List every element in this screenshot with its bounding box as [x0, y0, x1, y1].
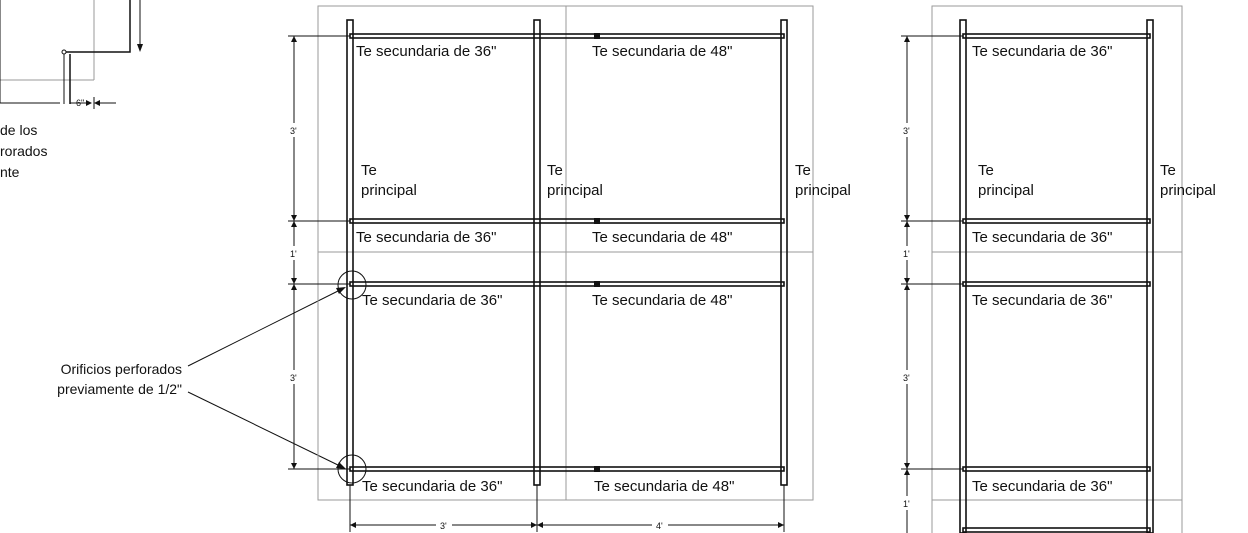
plan-b-main-tee-1 [960, 20, 966, 533]
dim-arrow [904, 278, 910, 284]
plan-b-cross-tee-row-3 [963, 282, 1150, 286]
dim-arrow [904, 36, 910, 42]
plan-a-cross-tee-label-4-left: Te secundaria de 36" [362, 478, 503, 495]
plan-b-dim-3ft-bottom: 3' [903, 373, 910, 383]
detail-arrow-head [137, 44, 143, 52]
plan-a-cross-tee-row-1 [350, 33, 784, 39]
detail-note-line-1: de los [0, 122, 38, 138]
callout-line-1: Orificios perforados [60, 361, 182, 377]
splice-clip [594, 281, 600, 287]
plan-b-main-tee-label-2-line-2: principal [1160, 182, 1216, 199]
plan-a-main-tee-label-1-line-2: principal [361, 182, 417, 199]
plan-a-dim-3ft-width: 3' [440, 521, 447, 531]
detail-dim-text: 6" [76, 98, 85, 108]
dim-arrow [904, 469, 910, 475]
plan-b-dim-1ft-bottom: 1' [903, 499, 910, 509]
plan-b-cross-tee-label-3: Te secundaria de 36" [972, 292, 1113, 309]
plan-a-panel-br [566, 252, 813, 500]
detail-dim-arrow-a [86, 100, 92, 106]
splice-clip [594, 218, 600, 224]
detail-hole-circle [62, 50, 66, 54]
dim-arrow [291, 278, 297, 284]
dim-arrow [904, 284, 910, 290]
plan-a-main-tee-label-3-line-2: principal [795, 182, 851, 199]
plan-a-cross-tee-label-1-right: Te secundaria de 48" [592, 43, 733, 60]
plan-b-cross-tee-label-4: Te secundaria de 36" [972, 478, 1113, 495]
dim-arrow [291, 284, 297, 290]
plan-a [286, 6, 851, 532]
plan-a-main-tee-label-2-line-1: Te [547, 162, 563, 179]
plan-a-cross-tee-label-3-right: Te secundaria de 48" [592, 292, 733, 309]
plan-a-main-tee-label-3-line-1: Te [795, 162, 811, 179]
plan-b-cross-tee-row-2 [963, 219, 1150, 223]
dim-arrow [531, 522, 537, 528]
plan-b-cross-tee-row-5 [963, 528, 1150, 532]
main-tee-rail [960, 20, 966, 533]
dim-arrow [291, 463, 297, 469]
plan-b-main-tee-label-2-line-1: Te [1160, 162, 1176, 179]
plan-a-dim-3ft-bottom: 3' [290, 373, 297, 383]
splice-clip [594, 33, 600, 39]
plan-a-dim-1ft: 1' [290, 249, 297, 259]
cross-tee-rail [350, 467, 784, 471]
plan-b-cross-tee-label-1: Te secundaria de 36" [972, 43, 1113, 60]
dim-arrow [291, 215, 297, 221]
dim-arrow [904, 215, 910, 221]
plan-b-main-tee-label-1-line-1: Te [978, 162, 994, 179]
detail-dim-arrow-b [94, 100, 100, 106]
plan-b-vertical-dimensions [899, 36, 963, 533]
plan-b [899, 6, 1216, 533]
detail-note-line-3: nte [0, 164, 20, 180]
cross-tee-rail [350, 219, 784, 223]
plan-b-panel-bottom [932, 252, 1182, 500]
plan-b-main-tee-2 [1147, 20, 1153, 533]
dim-arrow [778, 522, 784, 528]
callout-line-2: previamente de 1/2" [57, 381, 182, 397]
plan-b-main-tee-label-1-line-2: principal [978, 182, 1034, 199]
plan-a-cross-tee-label-4-right: Te secundaria de 48" [594, 478, 735, 495]
dim-arrow [904, 221, 910, 227]
dim-arrow [291, 221, 297, 227]
plan-b-cross-tee-row-4 [963, 467, 1150, 471]
callout-arrow-lower [336, 462, 346, 469]
dim-arrow [350, 522, 356, 528]
cross-tee-rail [350, 282, 784, 286]
plan-a-cross-tee-label-2-left: Te secundaria de 36" [356, 229, 497, 246]
plan-a-cross-tee-label-2-right: Te secundaria de 48" [592, 229, 733, 246]
cross-tee-rail [350, 34, 784, 38]
left-detail [0, 0, 143, 180]
plan-a-cross-tee-row-4 [350, 466, 784, 472]
plan-a-panel-bl [318, 252, 566, 500]
splice-clip [594, 466, 600, 472]
callout-leader-upper [188, 290, 340, 366]
plan-a-main-tee-label-2-line-2: principal [547, 182, 603, 199]
plan-a-dim-4ft-width: 4' [656, 521, 663, 531]
plan-a-main-tee-label-1-line-1: Te [361, 162, 377, 179]
plan-a-dim-3ft-top: 3' [290, 126, 297, 136]
detail-note-line-2: rorados [0, 143, 48, 159]
callout-leader-lower [188, 392, 340, 466]
main-tee-rail [1147, 20, 1153, 533]
plan-a-cross-tee-label-1-left: Te secundaria de 36" [356, 43, 497, 60]
drilled-holes-callout [57, 271, 366, 483]
plan-a-cross-tee-row-2 [350, 218, 784, 224]
dim-arrow [537, 522, 543, 528]
dim-arrow [904, 463, 910, 469]
dim-arrow [291, 36, 297, 42]
plan-a-cross-tee-label-3-left: Te secundaria de 36" [362, 292, 503, 309]
plan-b-cross-tee-row-1 [963, 34, 1150, 38]
plan-b-dim-1ft-top: 1' [903, 249, 910, 259]
detail-bracket [66, 0, 130, 52]
plan-b-cross-tee-label-2: Te secundaria de 36" [972, 229, 1113, 246]
plan-b-dim-3ft-top: 3' [903, 126, 910, 136]
plan-a-cross-tee-row-3 [350, 281, 784, 287]
